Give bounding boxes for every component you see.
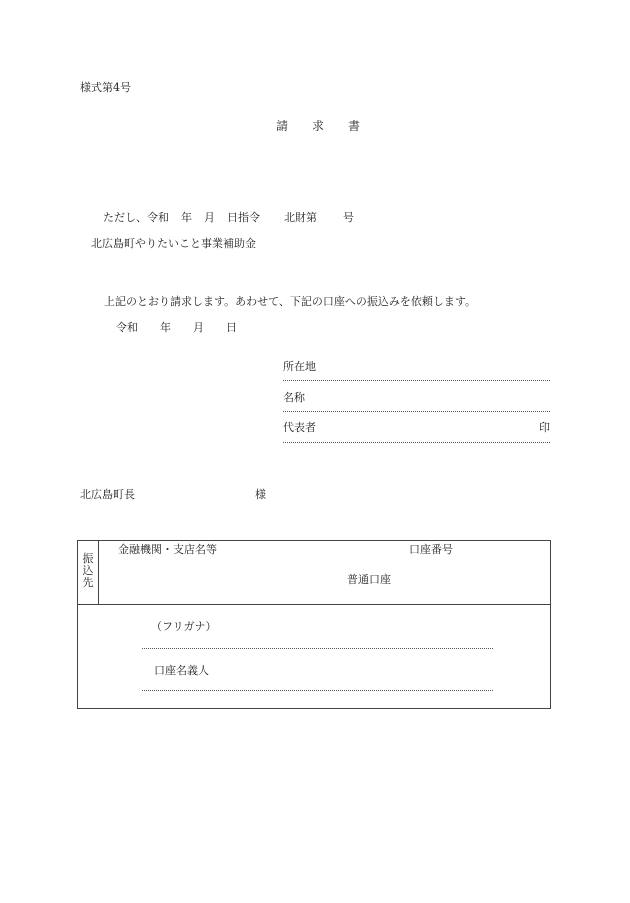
name-line [283, 411, 550, 412]
purpose-prefix: ただし、令和 [103, 211, 169, 224]
page-title: 請 求 書 [276, 119, 361, 133]
table-row-divider [77, 604, 551, 605]
subsidy-name: 北広島町やりたいこと事業補助金 [91, 237, 256, 250]
address-label: 所在地 [283, 360, 316, 373]
transfer-destination-label: 振込先 [82, 552, 94, 589]
addressee-name: 北広島町長 [80, 488, 135, 501]
purpose-finance-no: 北財第 [284, 211, 317, 224]
request-date [116, 322, 237, 333]
purpose-month: 月 [204, 211, 215, 224]
purpose-line [103, 212, 354, 223]
account-type: 普通口座 [347, 573, 391, 586]
purpose-year: 年 [181, 211, 192, 224]
form-number: 様式第4号 [80, 81, 131, 94]
furigana-line [142, 648, 493, 649]
date-era: 令和 [116, 321, 138, 334]
date-day: 日 [226, 321, 237, 334]
purpose-day-directive: 日指令 [227, 211, 260, 224]
name-label: 名称 [283, 391, 305, 404]
furigana-label: （フリガナ） [151, 620, 217, 633]
purpose-number: 号 [343, 211, 354, 224]
date-month: 月 [193, 321, 204, 334]
bank-transfer-table [77, 540, 551, 709]
request-text: 上記のとおり請求します。あわせて、下記の口座への振込みを依頼します。 [104, 295, 477, 308]
addressee-honorific: 様 [255, 488, 266, 501]
institution-label: 金融機関・支店名等 [118, 543, 217, 556]
address-line [283, 380, 550, 381]
representative-label: 代表者 [283, 421, 316, 434]
date-year: 年 [160, 321, 171, 334]
representative-line [283, 442, 550, 443]
account-holder-label: 口座名義人 [154, 664, 209, 677]
account-holder-line [142, 690, 493, 691]
account-number-label: 口座番号 [409, 543, 453, 556]
table-column-divider [98, 540, 99, 604]
seal-label: 印 [539, 421, 550, 434]
